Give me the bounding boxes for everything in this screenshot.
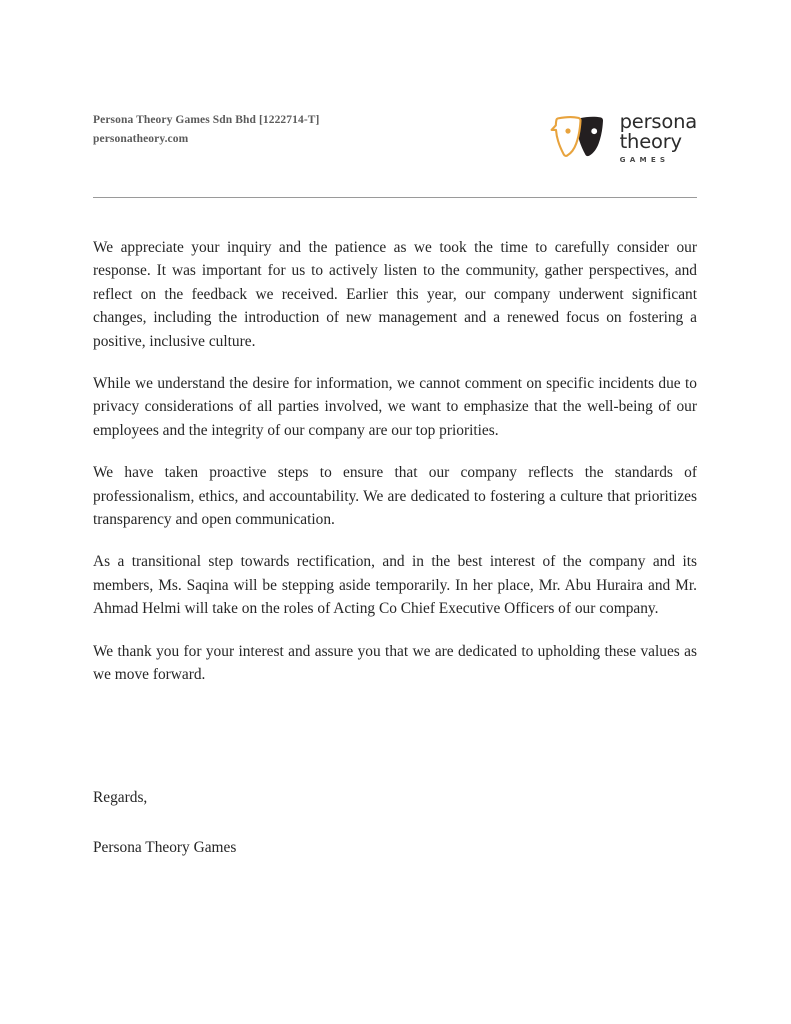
persona-theory-games-logo bbox=[549, 110, 697, 163]
logo-wordmark bbox=[620, 112, 697, 163]
company-website: personatheory.com bbox=[93, 132, 189, 145]
paragraph: We appreciate your inquiry and the patience as we took the time to carefully consider our response. It was important for us to actively listen to the community, gather perspectives, and reflect on the feedback we received. Earlier this year, our company underwent significant changes, including the introduction of new management and a renewed focus on fostering a positive, inclusive culture. bbox=[93, 239, 697, 350]
paragraph: We thank you for your interest and assure you that we are dedicated to upholding these values as we move forward. bbox=[93, 642, 697, 684]
logo-word-theory: theory bbox=[619, 129, 682, 153]
signoff-name: Persona Theory Games bbox=[93, 839, 237, 857]
paragraph: As a transitional step towards rectification, and in the best interest of the company and its members, Ms. Saqina will be stepping aside temporarily. In her place, Mr. Abu Huraira and Mr. Ahmad Helmi will take on the roles of Acting Co Chief Executive Officers of our company. bbox=[93, 553, 697, 618]
two-masks-logo-icon bbox=[549, 115, 611, 159]
company-identity-block bbox=[93, 110, 319, 149]
company-name-registration: Persona Theory Games Sdn Bhd [1222714-T] bbox=[93, 114, 320, 126]
signoff-regards: Regards, bbox=[93, 789, 148, 806]
letterhead bbox=[93, 110, 697, 163]
header-divider bbox=[93, 197, 697, 198]
logo-word-persona: persona bbox=[619, 110, 697, 133]
paragraph: We have taken proactive steps to ensure that our company reflects the standards of professionalism, ethics, and accountability. We are dedicated to fostering a culture that prioritizes transparency and open communication. bbox=[93, 464, 697, 529]
letter-signoff bbox=[93, 786, 697, 860]
paragraph: While we understand the desire for information, we cannot comment on specific incidents due to privacy considerations of all parties involved, we want to emphasize that the well-being of our employees and the integrity of our company are our top priorities. bbox=[93, 375, 697, 439]
logo-word-games: GAMES bbox=[619, 154, 670, 164]
letter-body bbox=[93, 236, 697, 687]
